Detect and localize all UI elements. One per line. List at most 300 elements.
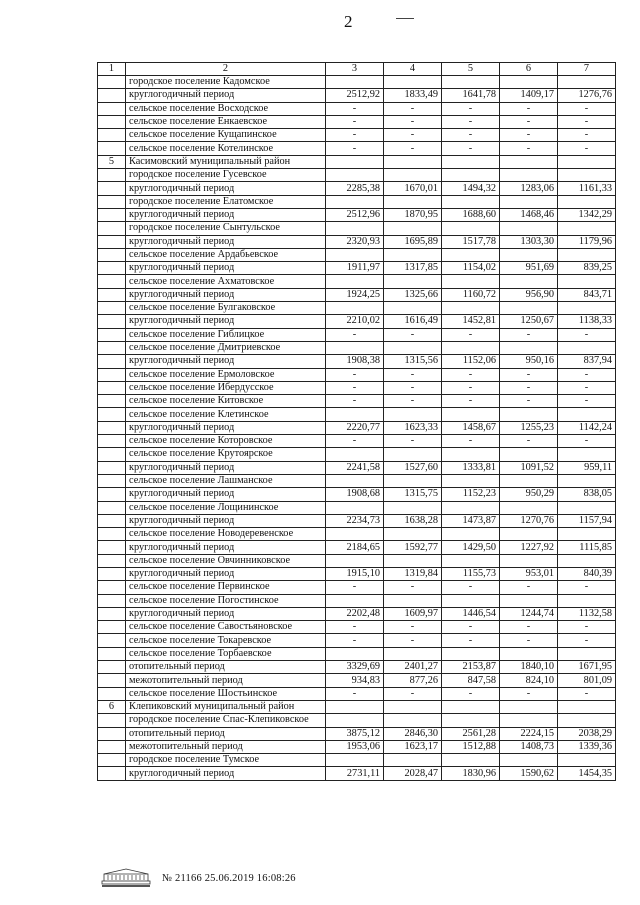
value-cell: -	[558, 129, 616, 142]
value-cell: 2184,65	[326, 541, 384, 554]
value-cell: 801,09	[558, 674, 616, 687]
value-cell: -	[500, 581, 558, 594]
table-row	[98, 634, 616, 647]
row-index-cell	[98, 607, 126, 620]
value-cell: 1160,72	[442, 288, 500, 301]
value-cell: -	[384, 581, 442, 594]
value-cell: -	[500, 381, 558, 394]
table-row	[98, 262, 616, 275]
value-cell: 1339,36	[558, 740, 616, 753]
table-row	[98, 594, 616, 607]
value-cell: -	[500, 395, 558, 408]
value-cell: 843,71	[558, 288, 616, 301]
row-name-cell: сельское поселение Первинское	[126, 581, 326, 594]
value-cell: 824,10	[500, 674, 558, 687]
value-cell: 1152,23	[442, 488, 500, 501]
value-cell	[500, 248, 558, 261]
value-cell: -	[326, 621, 384, 634]
value-cell: -	[558, 115, 616, 128]
table-row	[98, 740, 616, 753]
value-cell: 1915,10	[326, 567, 384, 580]
table-row	[98, 528, 616, 541]
value-cell	[326, 528, 384, 541]
value-cell	[500, 714, 558, 727]
row-index-cell	[98, 182, 126, 195]
row-name-cell: сельское поселение Кущапинское	[126, 129, 326, 142]
row-name-cell: межотопительный период	[126, 674, 326, 687]
table-header-row	[98, 63, 616, 76]
row-index-cell	[98, 248, 126, 261]
value-cell	[558, 554, 616, 567]
table-row	[98, 435, 616, 448]
value-cell	[500, 474, 558, 487]
value-cell: 1458,67	[442, 421, 500, 434]
value-cell: 2320,93	[326, 235, 384, 248]
value-cell: 2220,77	[326, 421, 384, 434]
value-cell: 1303,30	[500, 235, 558, 248]
row-index-cell	[98, 594, 126, 607]
table-row	[98, 754, 616, 767]
value-cell	[384, 474, 442, 487]
value-cell	[500, 169, 558, 182]
value-cell	[500, 647, 558, 660]
row-index-cell	[98, 262, 126, 275]
table-row	[98, 647, 616, 660]
value-cell: 1132,58	[558, 607, 616, 620]
value-cell	[500, 222, 558, 235]
value-cell: 1908,38	[326, 355, 384, 368]
row-index-cell	[98, 355, 126, 368]
value-cell: 1315,75	[384, 488, 442, 501]
value-cell: 959,11	[558, 461, 616, 474]
value-cell: 2285,38	[326, 182, 384, 195]
value-cell	[500, 302, 558, 315]
row-name-cell: круглогодичный период	[126, 607, 326, 620]
row-index-cell	[98, 381, 126, 394]
value-cell: -	[384, 634, 442, 647]
value-cell: 951,69	[500, 262, 558, 275]
row-index-cell	[98, 275, 126, 288]
table-row	[98, 341, 616, 354]
value-cell: -	[500, 621, 558, 634]
row-index-cell	[98, 302, 126, 315]
value-cell: -	[558, 634, 616, 647]
value-cell	[558, 528, 616, 541]
value-cell: 1315,56	[384, 355, 442, 368]
document-footer	[100, 868, 296, 888]
row-index-cell	[98, 129, 126, 142]
row-index-cell	[98, 288, 126, 301]
value-cell	[500, 700, 558, 713]
value-cell	[326, 76, 384, 89]
row-index-cell	[98, 341, 126, 354]
value-cell: -	[326, 102, 384, 115]
value-cell: -	[558, 368, 616, 381]
value-cell: -	[442, 395, 500, 408]
table-row	[98, 554, 616, 567]
value-cell	[500, 341, 558, 354]
value-cell: 1911,97	[326, 262, 384, 275]
table-row	[98, 195, 616, 208]
value-cell: -	[326, 581, 384, 594]
row-name-cell: круглогодичный период	[126, 89, 326, 102]
row-index-cell	[98, 169, 126, 182]
value-cell	[442, 195, 500, 208]
value-cell: -	[326, 634, 384, 647]
value-cell: 953,01	[500, 567, 558, 580]
table-row	[98, 235, 616, 248]
row-name-cell: сельское поселение Клетинское	[126, 408, 326, 421]
value-cell: 956,90	[500, 288, 558, 301]
value-cell: 2038,29	[558, 727, 616, 740]
row-index-cell	[98, 754, 126, 767]
row-index-cell	[98, 435, 126, 448]
value-cell	[384, 528, 442, 541]
value-cell	[326, 195, 384, 208]
value-cell: 1670,01	[384, 182, 442, 195]
value-cell	[442, 714, 500, 727]
table-row	[98, 76, 616, 89]
value-cell: 1840,10	[500, 661, 558, 674]
row-index-cell	[98, 727, 126, 740]
value-cell: -	[442, 687, 500, 700]
value-cell: 1908,68	[326, 488, 384, 501]
row-index-cell	[98, 634, 126, 647]
value-cell: 1142,24	[558, 421, 616, 434]
value-cell	[500, 76, 558, 89]
value-cell: 1592,77	[384, 541, 442, 554]
table-row	[98, 381, 616, 394]
value-cell	[326, 647, 384, 660]
value-cell	[384, 714, 442, 727]
header-cell: 6	[500, 63, 558, 76]
value-cell: 1152,06	[442, 355, 500, 368]
table-body	[98, 63, 616, 781]
row-index-cell	[98, 714, 126, 727]
value-cell	[442, 302, 500, 315]
value-cell: 2846,30	[384, 727, 442, 740]
row-index-cell	[98, 235, 126, 248]
row-index-cell	[98, 687, 126, 700]
value-cell	[500, 195, 558, 208]
row-index-cell	[98, 395, 126, 408]
value-cell	[558, 248, 616, 261]
value-cell	[558, 302, 616, 315]
table-row	[98, 408, 616, 421]
value-cell	[442, 448, 500, 461]
row-name-cell: сельское поселение Погостинское	[126, 594, 326, 607]
header-cell: 5	[442, 63, 500, 76]
row-name-cell: круглогодичный период	[126, 421, 326, 434]
value-cell: -	[442, 328, 500, 341]
value-cell: -	[500, 368, 558, 381]
value-cell: 1590,62	[500, 767, 558, 780]
value-cell: -	[442, 102, 500, 115]
value-cell: -	[558, 581, 616, 594]
value-cell	[442, 275, 500, 288]
row-name-cell: сельское поселение Дмитриевское	[126, 341, 326, 354]
row-index-cell	[98, 461, 126, 474]
table-row	[98, 448, 616, 461]
table-row	[98, 328, 616, 341]
value-cell: -	[500, 115, 558, 128]
value-cell: 1641,78	[442, 89, 500, 102]
value-cell: 1342,29	[558, 208, 616, 221]
value-cell	[558, 714, 616, 727]
value-cell: 1115,85	[558, 541, 616, 554]
row-index-cell	[98, 222, 126, 235]
row-index-cell	[98, 89, 126, 102]
value-cell: -	[442, 129, 500, 142]
table-row	[98, 687, 616, 700]
row-index-cell	[98, 514, 126, 527]
row-name-cell: городское поселение Сынтульское	[126, 222, 326, 235]
value-cell	[384, 195, 442, 208]
row-name-cell: сельское поселение Шостьинское	[126, 687, 326, 700]
value-cell	[442, 528, 500, 541]
row-index-cell	[98, 195, 126, 208]
table-row	[98, 275, 616, 288]
value-cell: -	[384, 129, 442, 142]
value-cell	[500, 754, 558, 767]
value-cell	[326, 501, 384, 514]
value-cell: -	[326, 395, 384, 408]
registration-stamp: № 21166 25.06.2019 16:08:26	[162, 872, 296, 884]
value-cell	[442, 248, 500, 261]
value-cell: 1227,92	[500, 541, 558, 554]
value-cell	[384, 169, 442, 182]
value-cell	[558, 474, 616, 487]
value-cell	[500, 155, 558, 168]
value-cell: -	[442, 435, 500, 448]
value-cell	[384, 302, 442, 315]
value-cell: -	[442, 621, 500, 634]
value-cell: 1671,95	[558, 661, 616, 674]
value-cell: 1688,60	[442, 208, 500, 221]
value-cell: -	[500, 687, 558, 700]
header-cell: 1	[98, 63, 126, 76]
row-name-cell: городское поселение Спас-Клепиковское	[126, 714, 326, 727]
row-name-cell: круглогодичный период	[126, 461, 326, 474]
row-name-cell: круглогодичный период	[126, 288, 326, 301]
table-row	[98, 474, 616, 487]
table-row	[98, 727, 616, 740]
row-index-cell	[98, 581, 126, 594]
value-cell	[384, 222, 442, 235]
value-cell: 1833,49	[384, 89, 442, 102]
row-name-cell: круглогодичный период	[126, 488, 326, 501]
value-cell: 2234,73	[326, 514, 384, 527]
value-cell: 1527,60	[384, 461, 442, 474]
value-cell: 2224,15	[500, 727, 558, 740]
row-name-cell: сельское поселение Китовское	[126, 395, 326, 408]
row-name-cell: сельское поселение Ардабьевское	[126, 248, 326, 261]
value-cell	[384, 501, 442, 514]
row-index-cell	[98, 315, 126, 328]
value-cell	[558, 448, 616, 461]
value-cell: 839,25	[558, 262, 616, 275]
value-cell	[384, 594, 442, 607]
value-cell	[326, 222, 384, 235]
value-cell	[558, 408, 616, 421]
table-row	[98, 102, 616, 115]
row-index-cell	[98, 142, 126, 155]
table-row	[98, 541, 616, 554]
value-cell	[558, 700, 616, 713]
value-cell	[326, 341, 384, 354]
value-cell: -	[384, 395, 442, 408]
row-index-cell	[98, 767, 126, 780]
value-cell: -	[442, 634, 500, 647]
table-row	[98, 714, 616, 727]
row-name-cell: сельское поселение Крутоярское	[126, 448, 326, 461]
value-cell: -	[384, 142, 442, 155]
value-cell: -	[384, 368, 442, 381]
value-cell	[558, 594, 616, 607]
row-index-cell	[98, 448, 126, 461]
row-name-cell: сельское поселение Лашманское	[126, 474, 326, 487]
value-cell	[442, 501, 500, 514]
value-cell	[558, 275, 616, 288]
value-cell	[326, 700, 384, 713]
value-cell	[326, 169, 384, 182]
value-cell	[500, 408, 558, 421]
value-cell: 1468,46	[500, 208, 558, 221]
table-row	[98, 421, 616, 434]
value-cell: 2401,27	[384, 661, 442, 674]
value-cell: 1155,73	[442, 567, 500, 580]
value-cell: 1333,81	[442, 461, 500, 474]
table-row	[98, 208, 616, 221]
value-cell: 2153,87	[442, 661, 500, 674]
table-row	[98, 248, 616, 261]
row-name-cell: сельское поселение Овчинниковское	[126, 554, 326, 567]
table-row	[98, 607, 616, 620]
value-cell: -	[384, 115, 442, 128]
value-cell: -	[500, 102, 558, 115]
row-name-cell: сельское поселение Енкаевское	[126, 115, 326, 128]
row-name-cell: сельское поселение Восходское	[126, 102, 326, 115]
row-name-cell: круглогодичный период	[126, 315, 326, 328]
table-row	[98, 142, 616, 155]
value-cell	[558, 754, 616, 767]
value-cell	[326, 302, 384, 315]
row-name-cell: отопительный период	[126, 661, 326, 674]
value-cell: 1161,33	[558, 182, 616, 195]
value-cell: -	[384, 328, 442, 341]
value-cell	[500, 448, 558, 461]
value-cell	[558, 341, 616, 354]
value-cell: 1695,89	[384, 235, 442, 248]
table-row	[98, 368, 616, 381]
row-name-cell: сельское поселение Савостьяновское	[126, 621, 326, 634]
value-cell	[326, 275, 384, 288]
value-cell: -	[442, 142, 500, 155]
table-row	[98, 155, 616, 168]
row-index-cell	[98, 102, 126, 115]
value-cell: 1830,96	[442, 767, 500, 780]
row-index-cell	[98, 208, 126, 221]
row-index-cell	[98, 661, 126, 674]
value-cell: -	[558, 621, 616, 634]
value-cell: -	[326, 115, 384, 128]
row-name-cell: круглогодичный период	[126, 541, 326, 554]
table-row	[98, 302, 616, 315]
value-cell	[558, 501, 616, 514]
value-cell	[384, 647, 442, 660]
row-name-cell: сельское поселение Гиблицкое	[126, 328, 326, 341]
value-cell	[500, 501, 558, 514]
value-cell: -	[384, 381, 442, 394]
value-cell: 1494,32	[442, 182, 500, 195]
value-cell: 1454,35	[558, 767, 616, 780]
value-cell	[384, 341, 442, 354]
value-cell: 1638,28	[384, 514, 442, 527]
value-cell	[384, 448, 442, 461]
header-cell: 7	[558, 63, 616, 76]
header-cell: 2	[126, 63, 326, 76]
header-cell: 3	[326, 63, 384, 76]
row-index-cell	[98, 76, 126, 89]
table-row	[98, 115, 616, 128]
row-name-cell: городское поселение Кадомское	[126, 76, 326, 89]
value-cell	[442, 647, 500, 660]
row-name-cell: городское поселение Гусевское	[126, 169, 326, 182]
value-cell	[442, 700, 500, 713]
row-name-cell: городское поселение Тумское	[126, 754, 326, 767]
value-cell	[558, 155, 616, 168]
value-cell: 1255,23	[500, 421, 558, 434]
value-cell: -	[326, 129, 384, 142]
table-row	[98, 395, 616, 408]
row-name-cell: сельское поселение Токаревское	[126, 634, 326, 647]
value-cell: 1157,94	[558, 514, 616, 527]
value-cell: 877,26	[384, 674, 442, 687]
row-name-cell: сельское поселение Новодеревенское	[126, 528, 326, 541]
value-cell: 2731,11	[326, 767, 384, 780]
value-cell: -	[326, 687, 384, 700]
value-cell	[384, 76, 442, 89]
table-row	[98, 182, 616, 195]
row-name-cell: Клепиковский муниципальный район	[126, 700, 326, 713]
value-cell: -	[326, 328, 384, 341]
value-cell	[384, 754, 442, 767]
table-row	[98, 661, 616, 674]
value-cell	[326, 754, 384, 767]
value-cell: 1244,74	[500, 607, 558, 620]
value-cell	[500, 554, 558, 567]
table-row	[98, 222, 616, 235]
value-cell: 1452,81	[442, 315, 500, 328]
row-name-cell: сельское поселение Лощининское	[126, 501, 326, 514]
value-cell	[384, 554, 442, 567]
row-name-cell: круглогодичный период	[126, 567, 326, 580]
row-index-cell	[98, 621, 126, 634]
table-row	[98, 674, 616, 687]
value-cell	[558, 647, 616, 660]
value-cell: -	[558, 328, 616, 341]
value-cell: 1408,73	[500, 740, 558, 753]
table-row	[98, 581, 616, 594]
value-cell: 1924,25	[326, 288, 384, 301]
value-cell: 1179,96	[558, 235, 616, 248]
row-index-cell: 5	[98, 155, 126, 168]
value-cell: 1283,06	[500, 182, 558, 195]
value-cell: -	[558, 381, 616, 394]
table-row	[98, 501, 616, 514]
value-cell: -	[500, 634, 558, 647]
value-cell: 2202,48	[326, 607, 384, 620]
